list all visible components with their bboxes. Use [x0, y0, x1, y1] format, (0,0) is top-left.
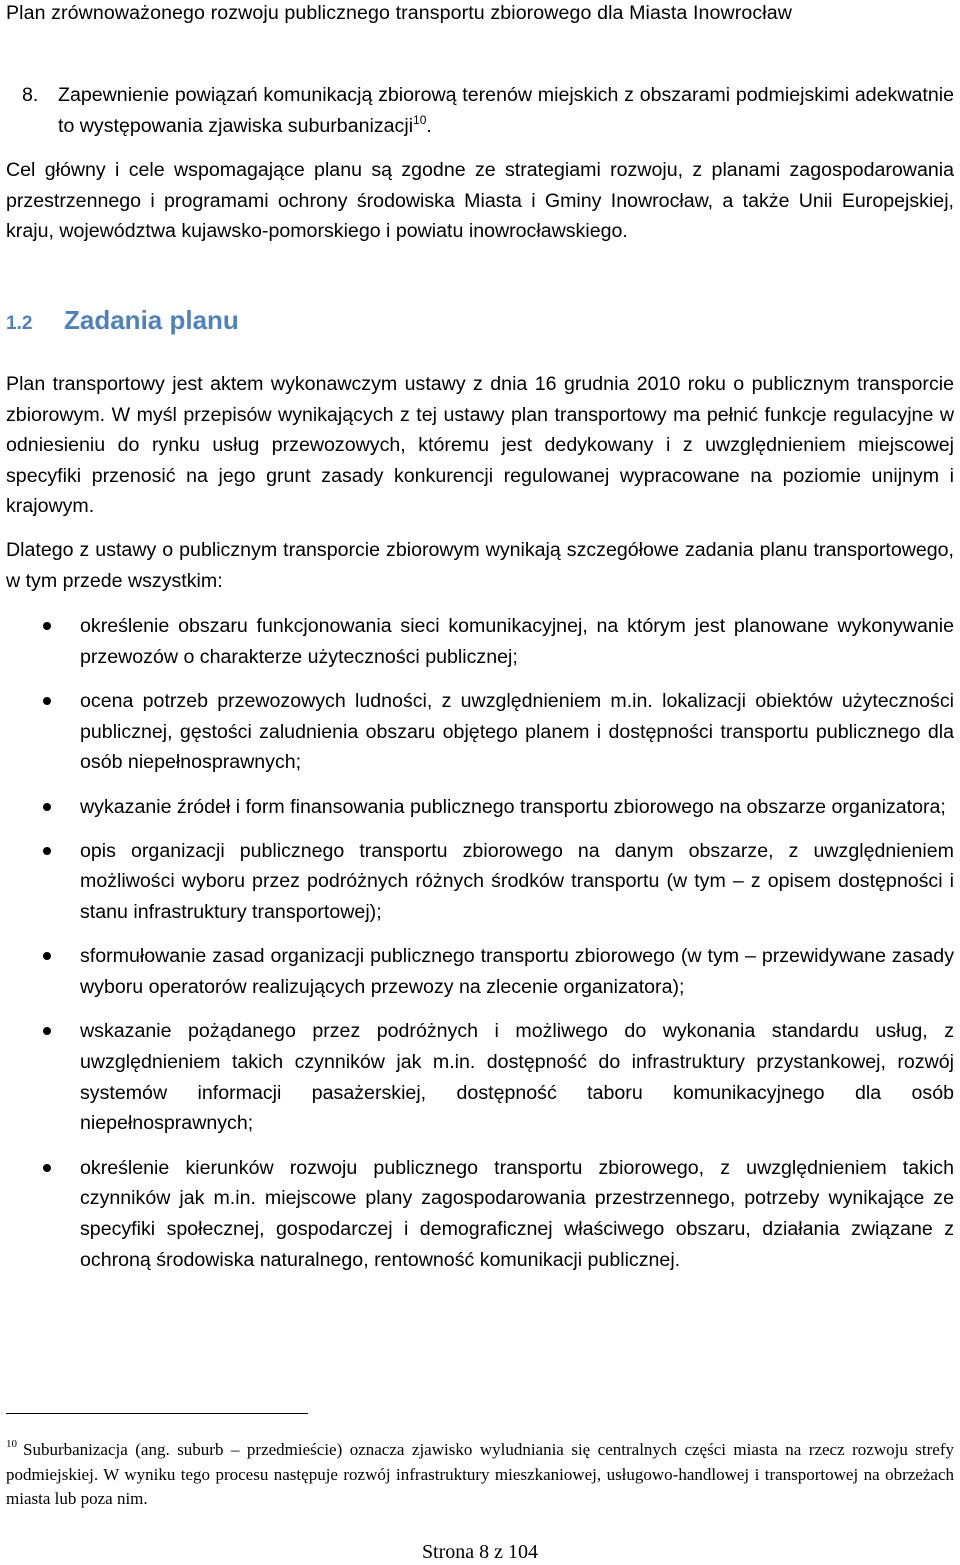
paragraph-zadania-intro: Dlatego z ustawy o publicznym transporcie zbiorowym wynikają szczegółowe zadania planu transportowego, w tym przede wszystkim: — [6, 539, 954, 592]
bullet-icon — [43, 803, 51, 811]
goal-item-number: 8. — [22, 84, 39, 106]
list-item-text: sformułowanie zasad organizacji publicznego transportu zbiorowego (w tym – przewidywane zasady wyboru operatorów realizujących przewozy na zlecenie organizatora); — [80, 945, 954, 999]
bullet-icon — [43, 1027, 51, 1035]
list-item — [6, 941, 954, 1002]
list-item — [6, 1153, 954, 1276]
tasks-list — [6, 611, 954, 1289]
section-heading — [6, 302, 239, 342]
list-item — [6, 611, 954, 672]
list-item-text: określenie obszaru funkcjonowania sieci komunikacyjnej, na którym jest planowane wykonywanie przewozów o charakterze użyteczności publicznej; — [80, 615, 954, 668]
section-number: 1.2 — [6, 313, 33, 334]
bullet-icon — [43, 697, 51, 705]
bullet-icon — [43, 1164, 51, 1172]
list-item-text: określenie kierunków rozwoju publicznego transportu zbiorowego, z uwzględnieniem takich czynników jak m.in. miejscowe plany zagospodarowania przestrzennego, potrzeby wynikające ze specyfiki społecznej, gospodarczej i demograficznej właściwego obszaru, działania związane z ochroną środowiska naturalnego, rentowność komunikacji publicznej. — [80, 1156, 954, 1271]
list-item-text: wykazanie źródeł i form finansowania publicznego transportu zbiorowego na obszarze organizatora; — [80, 795, 946, 818]
footnote-text: Suburbanizacja (ang. suburb – przedmieście) oznacza zjawisko wyludniania się centralnych części miasta na rzecz rozwoju strefy podmiejskiej. W wyniku tego procesu następuje rozwój infrastruktury mieszkaniowej, usługowo-handlowej i transportowej na obrzeżach miasta lub poza nim. — [6, 1440, 954, 1508]
section-title: Zadania planu — [64, 305, 239, 335]
list-item — [6, 792, 954, 823]
total-pages: 104 — [508, 1541, 539, 1563]
page-number — [0, 1539, 960, 1565]
footnote-reference[interactable]: 10 — [413, 113, 427, 127]
bullet-icon — [43, 952, 51, 960]
list-item-text: opis organizacji publicznego transportu zbiorowego na danym obszarze, z uwzględnieniem możliwości wyboru przez podróżnych różnych środków transportu (w tym – z opisem dostępności i stanu infrastruktury transportowej); — [80, 839, 954, 924]
paragraph-plan-transportowy: Plan transportowy jest aktem wykonawczym ustawy z dnia 16 grudnia 2010 roku o publicznym transporcie zbiorowym. W myśl przepisów wynikających z tej ustawy plan transportowy ma pełnić funkcje regulacyjne w odniesieniu do rynku usług przewozowych, któremu jest dedykowany i z uwzględnieniem miejscowej specyfiki przenosić na jego grunt zasady konkurencji regulowanej wypracowane na poziomie unijnym i krajowym. — [6, 373, 954, 517]
footnote-number: 10 — [6, 1438, 17, 1450]
goal-item-text: Zapewnienie powiązań komunikacją zbiorową terenów miejskich z obszarami podmiejskimi adekwatnie to występowania zjawiska suburbanizacji — [58, 84, 954, 137]
intro-paragraph: Cel główny i cele wspomagające planu są zgodne ze strategiami rozwoju, z planami zagospodarowania przestrzennego i programami ochrony środowiska Miasta i Gminy Inowrocław, a także Unii Europejskiej, kraju, województwa kujawsko-pomorskiego i powiatu inowrocławskiego. — [6, 159, 954, 242]
list-item-text: ocena potrzeb przewozowych ludności, z uwzględnieniem m.in. lokalizacji obiektów użyteczności publicznej, gęstości zaludnienia obszaru objętego planem i dostępności transportu publicznego dla osób niepełnosprawnych; — [80, 689, 954, 774]
footnote-separator — [6, 1413, 308, 1414]
list-item — [6, 686, 954, 778]
running-header: Plan zrównoważonego rozwoju publicznego transportu zbiorowego dla Miasta Inowrocław — [6, 2, 792, 24]
goal-item-period: . — [426, 115, 432, 137]
footnote — [6, 1438, 954, 1512]
page-separator: z — [494, 1541, 504, 1563]
current-page: 8 — [479, 1541, 490, 1563]
list-item — [6, 836, 954, 928]
bullet-icon — [43, 847, 51, 855]
bullet-icon — [43, 622, 51, 630]
goal-item-text-block — [58, 80, 954, 142]
list-item — [6, 1016, 954, 1139]
list-item-text: wskazanie pożądanego przez podróżnych i możliwego do wykonania standardu usług, z uwzględnieniem takich czynników jak m.in. dostępność do infrastruktury przystankowej, rozwój systemów informacji pasażerskiej, dostępność taboru komunikacyjnego dla osób niepełnosprawnych; — [80, 1020, 954, 1135]
goal-item-8 — [6, 80, 954, 142]
page-label: Strona — [421, 1541, 475, 1563]
